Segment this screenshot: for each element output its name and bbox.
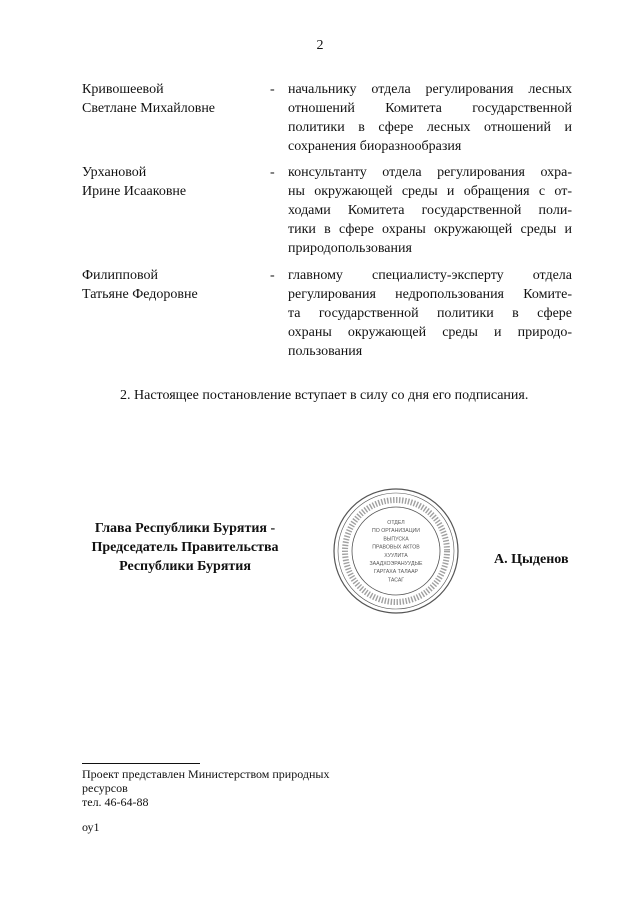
appointee-name — [82, 163, 262, 201]
given-names: Ирине Исааковне — [82, 184, 187, 199]
signatory-title — [70, 519, 300, 576]
footnote — [82, 767, 382, 809]
clause-2: 2. Настоящее постановление вступает в силу со дня его подписания. — [120, 388, 529, 403]
seal-text-line: ГАРГАХА ТАЛААР — [373, 569, 419, 576]
document-reference: оу1 — [82, 820, 100, 834]
position-line: ходами Комитета государственной поли- — [288, 203, 572, 218]
appointee-position — [288, 266, 572, 361]
position-line: та государственной политики в сфере — [288, 306, 572, 321]
position-line: отношений Комитета государственной — [288, 101, 572, 116]
position-line: главному специалисту-эксперту отдела — [288, 268, 572, 283]
dash: - — [270, 268, 275, 283]
given-names: Светлане Михайловне — [82, 101, 216, 116]
appointee-position — [288, 163, 572, 258]
position-line: начальнику отдела регулирования лесных — [288, 82, 572, 97]
seal-text-line: ВЫПУСКА — [383, 536, 409, 543]
position-line: политики в сфере лесных отношений и — [288, 120, 572, 135]
position-line: тики в сфере охраны окружающей среды и — [288, 222, 572, 237]
seal-text-line: ОТДЕЛ — [387, 520, 405, 526]
surname: Филипповой — [82, 268, 159, 283]
footnote-line: Проект представлен Министерством природных — [82, 767, 330, 781]
footnote-phone: тел. 46-64-88 — [82, 795, 149, 809]
dash: - — [270, 165, 275, 180]
seal-text-line: ПРАВОВЫХ АКТОВ — [372, 544, 420, 551]
dash: - — [270, 82, 275, 97]
signatory-title-line: Председатель Правительства — [91, 540, 279, 555]
appointee-position — [288, 80, 572, 156]
signatory-title-line: Глава Республики Бурятия - — [94, 521, 276, 536]
official-seal — [331, 486, 461, 616]
position-line: пользования — [288, 344, 363, 359]
seal-text-line: ПО ОРГАНИЗАЦИИ — [372, 528, 420, 535]
page-number: 2 — [316, 38, 324, 53]
position-line: ны окружающей среды и обращения с от- — [288, 184, 572, 199]
seal-text-line: ЗААДХОЭРАНУУДЫЕ — [369, 561, 423, 567]
position-line: сохранения биоразнообразия — [288, 139, 462, 154]
appointee-name — [82, 80, 262, 118]
signatory-title-line: Республики Бурятия — [119, 559, 251, 574]
surname: Урхановой — [82, 165, 147, 180]
position-line: консультанту отдела регулирования охра- — [288, 165, 572, 180]
given-names: Татьяне Федоровне — [82, 287, 198, 302]
seal-text-line: ТАСАГ — [387, 577, 405, 584]
position-line: охраны окружающей среды и природо- — [288, 325, 572, 340]
appointee-name — [82, 266, 262, 304]
position-line: природопользования — [288, 241, 412, 256]
footnote-divider — [82, 763, 200, 764]
seal-text-line: ХУУЛИТА — [384, 552, 408, 559]
position-line: регулирования недропользования Комите- — [288, 287, 572, 302]
footnote-line: ресурсов — [82, 781, 128, 795]
surname: Кривошеевой — [82, 82, 164, 97]
signatory-name: А. Цыденов — [494, 552, 569, 567]
